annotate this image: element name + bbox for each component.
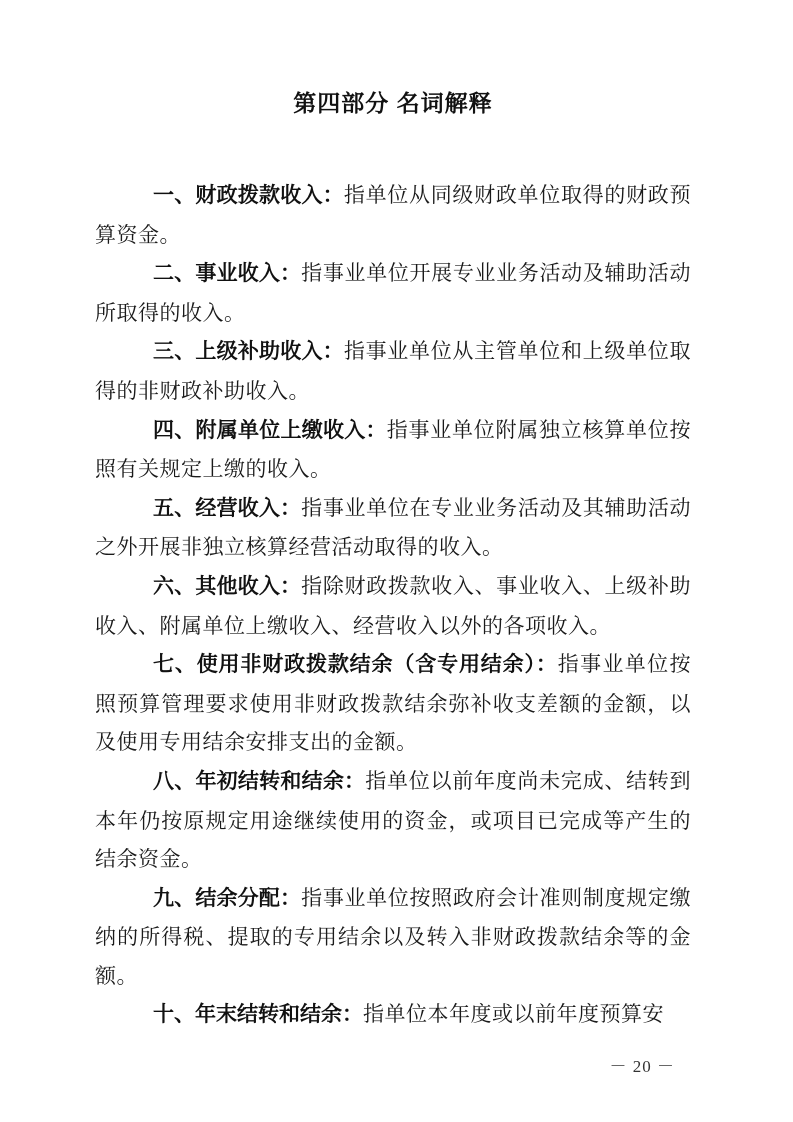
glossary-paragraph [95,489,691,567]
term-label: 三、上级补助收入： [153,340,344,364]
term-label: 九、结余分配： [153,886,302,910]
definition-text: 指事业单位在专业业务活动及其辅助活动之外开展非独立核算经营活动取得的收入。 [95,495,692,560]
definition-text: 指单位本年度或以前年度预算安 [363,1002,664,1027]
definition-text: 指单位从同级财政单位取得的财政预算资金。 [95,183,691,247]
definition-text: 指除财政拨款收入、事业收入、上级补助收入、附属单位上缴收入、经营收入以外的各项收入。 [95,573,692,638]
glossary-paragraph [95,411,691,489]
page-title: 第四部分 名词解释 [293,90,493,116]
glossary-paragraph [95,567,691,645]
glossary-paragraph [95,879,691,996]
term-label: 六、其他收入： [153,574,302,598]
term-label: 四、附属单位上缴收入： [153,418,387,442]
glossary-paragraph [95,332,691,410]
glossary-paragraph [95,645,691,762]
definition-text: 指事业单位开展专业业务活动及辅助活动所取得的收入。 [95,261,692,325]
glossary-paragraph [95,176,691,254]
glossary-paragraph [95,254,691,332]
definition-text: 指事业单位按照政府会计准则制度规定缴纳的所得税、提取的专用结余以及转入非财政拨款结余等的金额。 [95,885,692,988]
page-number: － 20 － [609,1057,675,1076]
term-label: 二、事业收入： [153,262,302,286]
glossary-paragraph [95,762,691,879]
term-label: 八、年初结转和结余： [153,769,366,793]
definition-text: 指事业单位附属独立核算单位按照有关规定上缴的收入。 [95,417,691,482]
term-label: 十、年末结转和结余： [153,1003,363,1027]
glossary-paragraph [95,995,691,1035]
definition-text: 指事业单位按照预算管理要求使用非财政拨款结余弥补收支差额的金额，以及使用专用结余安排支出的金额。 [95,652,692,755]
term-label: 一、财政拨款收入： [153,184,344,207]
definition-text: 指事业单位从主管单位和上级单位取得的非财政补助收入。 [95,339,691,403]
document-content [95,86,691,1035]
term-label: 五、经营收入： [153,496,302,520]
definition-text: 指单位以前年度尚未完成、结转到本年仍按原规定用途继续使用的资金，或项目已完成等产生的结余资金。 [95,768,692,872]
term-label: 七、使用非财政拨款结余（含专用结余）： [153,653,558,677]
